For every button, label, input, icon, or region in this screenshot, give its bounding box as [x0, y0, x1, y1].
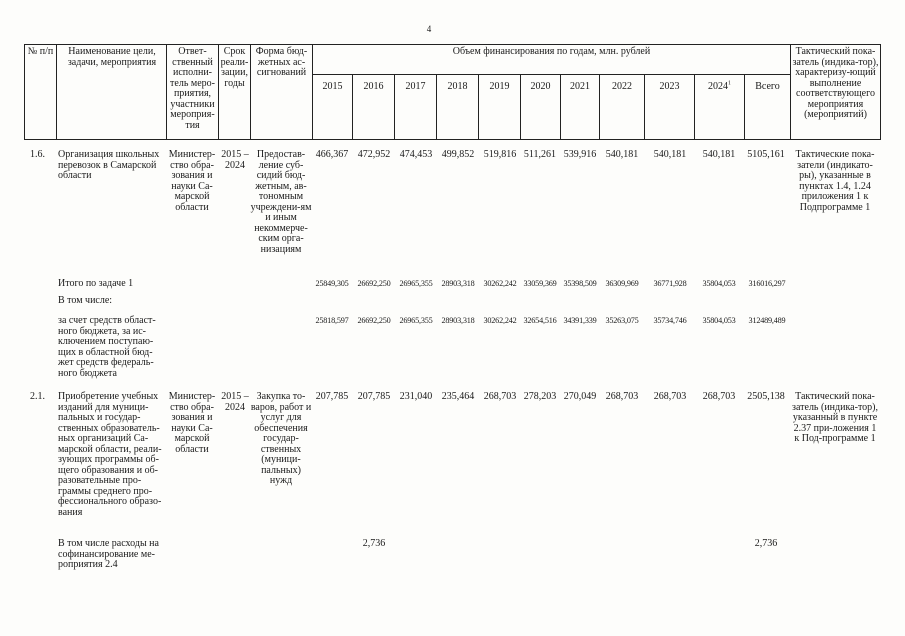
row-1-6-value-2024: 540,181	[702, 149, 736, 160]
row-2-1-value-2021: 270,049	[563, 391, 597, 402]
row-1-6-name: Организация школьных перевозок в Самарской области	[58, 149, 160, 181]
cofinancing-value-2016: 2,736	[362, 538, 386, 549]
regional-value-2020: 32654,516	[523, 316, 557, 325]
year-total: Всего	[755, 81, 780, 92]
row-1-6-executor: Министер-ство обра-зования и науки Са-марской области	[168, 149, 216, 213]
regional-total: 312489,489	[748, 316, 786, 325]
row-1-6-term: 2015 – 2024	[221, 149, 249, 171]
row-2-1-value-2022: 268,703	[605, 391, 639, 402]
regional-value-2017: 26965,355	[399, 316, 433, 325]
row-1-6-value-2023: 540,181	[653, 149, 687, 160]
subtotal-value-2016: 26692,250	[357, 279, 391, 288]
row-2-1-value-2017: 231,040	[399, 391, 433, 402]
row-2-1-executor: Министер-ство обра-зования и науки Са-марской области	[168, 391, 216, 455]
header-bottom-border	[24, 139, 881, 140]
subtotal-value-2019: 30262,242	[483, 279, 517, 288]
col-border	[24, 44, 25, 140]
subtotal-value-2018: 28903,318	[441, 279, 475, 288]
row-2-1-value-2018: 235,464	[441, 391, 475, 402]
cofinancing-total: 2,736	[754, 538, 778, 549]
years-divider	[312, 74, 790, 75]
year-2015: 2015	[322, 81, 343, 92]
row-2-1-value-2023: 268,703	[653, 391, 687, 402]
page-number: 4	[426, 24, 432, 34]
regional-value-2022: 35263,075	[605, 316, 639, 325]
subtotal-value-2021: 35398,509	[563, 279, 597, 288]
header-finance: Объем финансирования по годам, млн. рублей	[452, 46, 651, 57]
row-2-1-value-2024: 268,703	[702, 391, 736, 402]
regional-value-2015: 25818,597	[315, 316, 349, 325]
row-2-1-value-2016: 207,785	[357, 391, 391, 402]
year-2020: 2020	[530, 81, 551, 92]
row-2-1-value-2020: 278,203	[523, 391, 557, 402]
row-2-1-form: Закупка то-варов, работ и услуг для обеспечения государ-ственных (муници-пальных) нужд	[250, 391, 312, 486]
year-2024: 2024$^1$	[708, 80, 731, 92]
header-term: Срок реали-зации, годы	[220, 46, 249, 89]
row-2-1-value-2019: 268,703	[483, 391, 517, 402]
year-2023: 2023	[659, 81, 680, 92]
year-2022: 2022	[612, 81, 632, 92]
year-2016: 2016	[363, 81, 384, 92]
regional-value-2023: 35734,746	[653, 316, 687, 325]
header-name: Наименование цели, задачи, мероприятия	[67, 46, 157, 68]
row-1-6-form: Предостав-ление суб-сидий бюд-жетным, ав-тономным учреждени-ям и иным некоммерче-ским орга-низациям	[250, 149, 312, 255]
subtotal-value-2024: 35804,053	[702, 279, 736, 288]
subtotal-total: 316016,297	[748, 279, 786, 288]
subtotal-value-2023: 36771,928	[653, 279, 687, 288]
row-2-1-name: Приобретение учебных изданий для муници-пальных и государ-ственных образователь-ных организаций Са-марской области, реали-зующих программы об-щего образования и об-разовательные про-граммы среднего про-фессионального образо-вания	[58, 391, 162, 518]
subtotal-value-2022: 36309,969	[605, 279, 639, 288]
subtotal-value-2015: 25849,305	[315, 279, 349, 288]
row-1-6-value-2016: 472,952	[357, 149, 391, 160]
header-indicator: Тактический пока-затель (индика-тор), характеризу-ющий выполнение соответствующего мероприятия (мероприятий)	[792, 46, 879, 120]
year-2017: 2017	[405, 81, 426, 92]
year-2018: 2018	[447, 81, 468, 92]
row-1-6-value-2017: 474,453	[399, 149, 433, 160]
subtotal-value-2017: 26965,355	[399, 279, 433, 288]
col-border	[56, 44, 57, 140]
row-1-6-total: 5105,161	[747, 149, 785, 160]
row-1-6-value-2015: 466,367	[315, 149, 349, 160]
year-2024-footnote-mark: 1	[728, 80, 731, 87]
year-2021: 2021	[570, 81, 590, 92]
regional-value-2019: 30262,242	[483, 316, 517, 325]
row-1-6-value-2021: 539,916	[563, 149, 597, 160]
table-top-border	[24, 44, 881, 45]
financing-table	[24, 44, 881, 636]
row-2-1-num: 2.1.	[30, 391, 45, 402]
row-2-1-total: 2505,138	[747, 391, 785, 402]
row-1-6-value-2022: 540,181	[605, 149, 639, 160]
row-2-1-indicator: Тактический пока-затель (индика-тор), указанный в пункте 2.37 при-ложения 1 к Под-программе 1	[792, 391, 879, 444]
subtotal-task-1-label: Итого по задаче 1	[58, 278, 134, 289]
year-2019: 2019	[489, 81, 510, 92]
header-form: Форма бюд-жетных ас-сигнований	[255, 46, 308, 78]
regional-value-2016: 26692,250	[357, 316, 391, 325]
row-1-6-indicator: Тактические пока-затели (индикато-ры), указанные в пунктах 1.4, 1.24 приложения 1 к Подпрограмме 1	[795, 149, 875, 213]
row-1-6-value-2019: 519,816	[483, 149, 517, 160]
header-executor: Ответ-ственный исполни-тель меро-приятия, участники мероприя-тия	[170, 46, 215, 131]
cofinancing-label: В том числе расходы на софинансирование ме-роприятия 2.4	[58, 538, 159, 570]
subtotal-value-2020: 33059,369	[523, 279, 557, 288]
row-2-1-value-2015: 207,785	[315, 391, 349, 402]
including-label: В том числе:	[58, 295, 113, 306]
regional-budget-label: за счет средств област-ного бюджета, за ис-ключением поступаю-щих в областной бюд-жет средств федераль-ного бюджета	[58, 315, 156, 379]
regional-value-2024: 35804,053	[702, 316, 736, 325]
row-1-6-num: 1.6.	[30, 149, 45, 160]
row-2-1-term: 2015 – 2024	[221, 391, 249, 413]
row-1-6-value-2020: 511,261	[523, 149, 557, 160]
col-border	[880, 44, 881, 140]
regional-value-2021: 34391,339	[563, 316, 597, 325]
header-num: № п/п	[27, 46, 54, 57]
regional-value-2018: 28903,318	[441, 316, 475, 325]
row-1-6-value-2018: 499,852	[441, 149, 475, 160]
